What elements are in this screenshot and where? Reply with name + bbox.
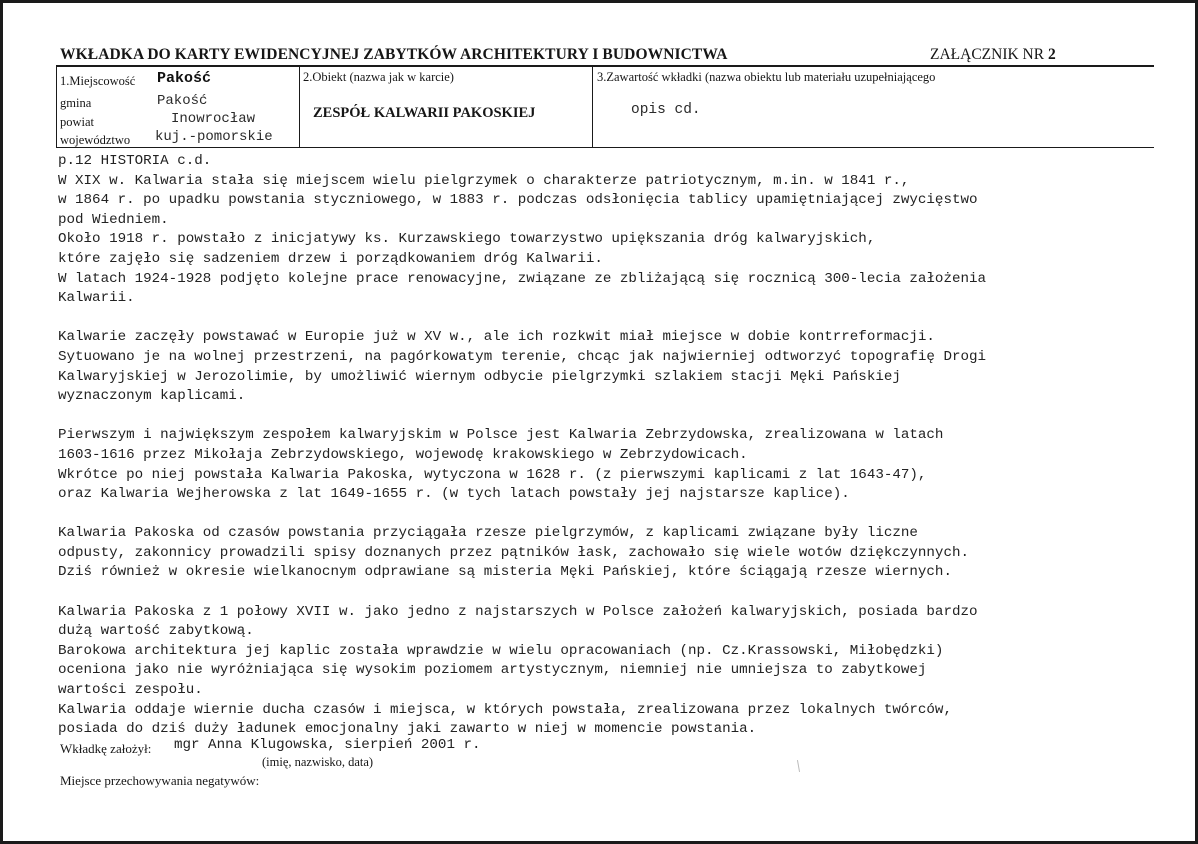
powiat-value: Inowrocław [171, 111, 256, 127]
author-value: mgr Anna Klugowska, sierpień 2001 r. [174, 737, 481, 753]
gmina-label: gmina [60, 96, 92, 110]
powiat-label: powiat [60, 115, 95, 129]
body-line [58, 407, 1168, 427]
header-rule-bottom-right [593, 147, 1154, 148]
header-left-edge [56, 65, 57, 147]
header-rule-top [56, 65, 1154, 67]
negatives-label: Miejsce przechowywania negatywów: [60, 773, 260, 788]
wojewodztwo-label: województwo [60, 133, 131, 147]
body-line: Kalwaria Pakoska z 1 połowy XVII w. jako jedno z najstarszych w Polsce założeń kalwaryjskich, posiada bardzo [58, 603, 978, 620]
body-line: posiada do dziś duży ładunek emocjonalny jaki zawarto w niej w momencie powstania. [58, 721, 757, 738]
header-rule-bottom [56, 147, 593, 148]
document-title: WKŁADKA DO KARTY EWIDENCYJNEJ ZABYTKÓW ARCHITEKTURY I BUDOWNICTWA [60, 46, 728, 63]
history-description [58, 152, 1168, 740]
annex-number: 2 [1047, 46, 1056, 63]
body-line: Dziś również w okresie wielkanocnym odprawiane są misteria Męki Pańskiej, które ściągają rzesze wiernych. [58, 564, 952, 581]
gmina-value: Pakość [157, 93, 208, 109]
object-name: ZESPÓŁ KALWARII PAKOSKIEJ [313, 105, 536, 121]
body-line: Pierwszym i największym zespołem kalwaryjskim w Polsce jest Kalwaria Zebrzydowska, zrealizowana w latach [58, 427, 944, 444]
body-line [58, 309, 1168, 329]
body-line: odpusty, zakonnicy prowadzili spisy doznanych przez pątników łask, zachowało się wiele wotów dziękczynnych. [58, 544, 969, 561]
body-line: Barokowa architektura jej kaplic została wprawdzie w wielu opracowaniach (np. Cz.Krassowski, Miłobędzki) [58, 642, 944, 659]
annex-label [930, 46, 1056, 64]
body-line: p.12 HISTORIA c.d. [58, 153, 212, 169]
location-value: Pakość [157, 70, 212, 87]
body-line: Wkrótce po niej powstała Kalwaria Pakoska, wytyczona w 1628 r. (z pierwszymi kaplicami z lat 1643-47), [58, 466, 927, 483]
body-line: W latach 1924-1928 podjęto kolejne prace renowacyjne, związane ze zbliżającą się rocznicą 300-lecia założenia [58, 270, 987, 287]
body-line: 1603-1616 przez Mikołaja Zebrzydowskiego, wojewodę krakowskiego w Zebrzydowicach. [58, 446, 748, 463]
body-line: pod Wiedniem. [58, 211, 169, 228]
body-line [58, 583, 1168, 603]
annex-label-text: ZAŁĄCZNIK NR [930, 46, 1045, 63]
body-line: wyznaczonym kaplicami. [58, 388, 246, 405]
body-line: dużą wartość zabytkową. [58, 623, 254, 640]
body-line: oraz Kalwaria Wejherowska z lat 1649-1655 r. (w tych latach powstały jej najstarsze kaplice). [58, 486, 850, 503]
body-line: Kalwarie zaczęły powstawać w Europie już w XV w., ale ich rozkwit miał miejsce w dobie kontrreformacji. [58, 329, 935, 346]
header-divider-1 [299, 65, 300, 147]
object-label: 2.Obiekt (nazwa jak w karcie) [303, 70, 454, 84]
body-line: w 1864 r. po upadku powstania styczniowego, w 1883 r. podczas odsłonięcia tablicy upamiętniającej zwycięstwo [58, 192, 978, 209]
location-label: 1.Miejscowość [60, 74, 136, 88]
body-line: oceniona jako nie wyróżniająca się wysokim poziomem artystycznym, niemniej nie umniejsza to zabytkowej [58, 662, 927, 679]
author-note: (imię, nazwisko, data) [262, 755, 374, 769]
body-line: Kalwarii. [58, 290, 135, 307]
body-line: Kalwaria oddaje wiernie ducha czasów i miejsca, w których powstała, zrealizowana przez lokalnych twórców, [58, 701, 952, 718]
wojewodztwo-value: kuj.-pomorskie [155, 129, 273, 145]
contents-label: 3.Zawartość wkładki (nazwa obiektu lub materiału uzupełniającego [597, 70, 936, 84]
header-divider-2 [592, 65, 593, 147]
body-line: W XIX w. Kalwaria stała się miejscem wielu pielgrzymek o charakterze patriotycznym, m.in. w 1841 r., [58, 172, 910, 189]
body-line: Kalwaria Pakoska od czasów powstania przyciągała rzesze pielgrzymów, z kaplicami związane były liczne [58, 525, 918, 542]
body-line: Sytuowano je na wolnej przestrzeni, na pagórkowatym terenie, chcąc jak najwierniej odtworzyć topografię Drogi [58, 348, 987, 365]
body-line: wartości zespołu. [58, 682, 203, 699]
body-line: Około 1918 r. powstało z inicjatywy ks. Kurzawskiego towarzystwo upiększania dróg kalwaryjskich, [58, 231, 876, 248]
contents-value: opis cd. [631, 102, 701, 118]
body-line: Kalwaryjskiej w Jerozolimie, by umożliwić wiernym odbycie pielgrzymki szlakiem stacji Męki Pańskiej [58, 368, 901, 385]
author-label: Wkładkę założył: [60, 741, 152, 756]
body-line: które zajęło się sadzeniem drzew i porządkowaniem dróg Kalwarii. [58, 250, 603, 267]
body-line [58, 505, 1168, 525]
